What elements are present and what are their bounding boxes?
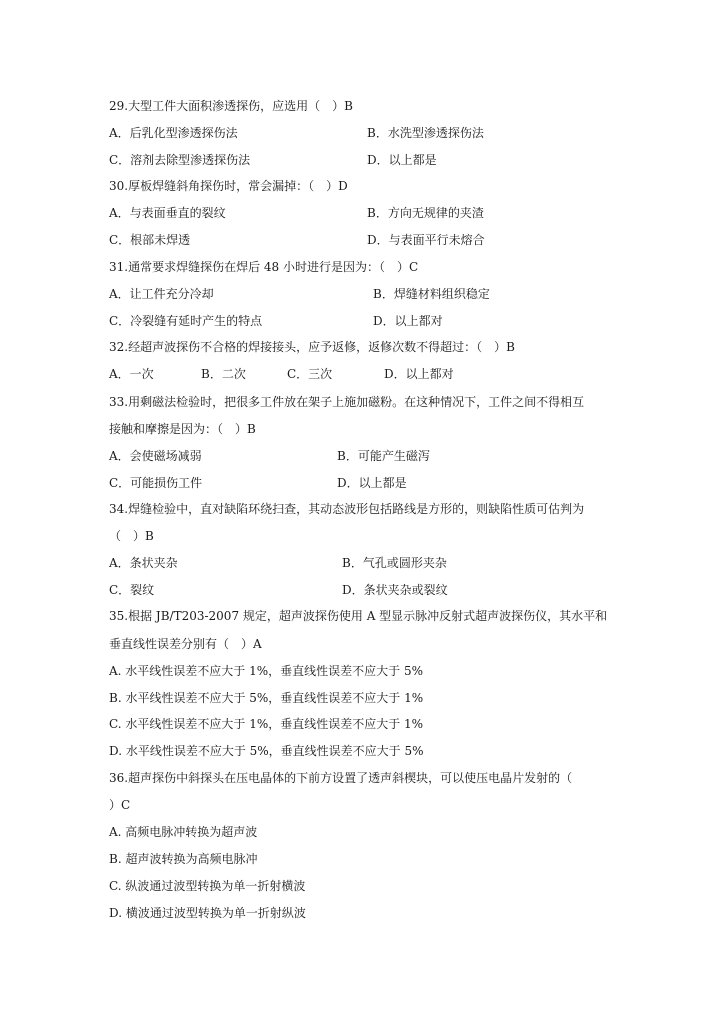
question-35-stem-line-1: 35.根据 JB/T203-2007 规定，超声波探伤使用 A 型显示脉冲反射式超声波探伤仪，其水平和 xyxy=(109,609,608,623)
question-31-option-d: D．以上都对 xyxy=(373,314,443,328)
question-35-option-d: D. 水平线性误差不应大于 5%，垂直线性误差不应大于 5% xyxy=(109,744,424,758)
question-32-option-d: D．以上都对 xyxy=(384,367,454,381)
question-33-option-c: C．可能损伤工件 xyxy=(109,476,203,490)
question-29-option-c: C．溶剂去除型渗透探伤法 xyxy=(109,153,251,167)
question-35-stem-line-2: 垂直线性误差分别有（ ）A xyxy=(109,637,262,651)
question-36-option-a: A. 高频电脉冲转换为超声波 xyxy=(109,825,258,839)
question-32-option-c: C．三次 xyxy=(287,367,333,381)
question-33-option-a: A．会使磁场减弱 xyxy=(109,449,202,463)
question-36-option-c: C. 纵波通过波型转换为单一折射横波 xyxy=(109,879,306,893)
question-33-option-d: D．以上都是 xyxy=(337,476,407,490)
question-30-option-a: A．与表面垂直的裂纹 xyxy=(109,206,226,220)
question-30-option-b: B．方向无规律的夹渣 xyxy=(367,206,484,220)
question-35-option-b: B. 水平线性误差不应大于 5%，垂直线性误差不应大于 1% xyxy=(109,691,424,705)
question-30-stem: 30.厚板焊缝斜角探伤时，常会漏掉：（ ）D xyxy=(109,179,348,193)
question-34-option-b: B．气孔或圆形夹杂 xyxy=(342,556,447,570)
question-31-stem: 31.通常要求焊缝探伤在焊后 48 小时进行是因为：（ ）C xyxy=(109,260,419,274)
question-29-option-b: B．水洗型渗透探伤法 xyxy=(367,126,484,140)
question-36-stem-line-1: 36.超声探伤中斜探头在压电晶体的下前方设置了透声斜楔块，可以使压电晶片发射的（ xyxy=(109,771,573,785)
question-30-option-d: D．与表面平行未熔合 xyxy=(367,233,485,247)
question-31-option-b: B．焊缝材料组织稳定 xyxy=(373,287,490,301)
question-33-stem-line-1: 33.用剩磁法检验时，把很多工件放在架子上施加磁粉。在这种情况下，工件之间不得相互 xyxy=(109,395,585,409)
question-36-option-d: D. 横波通过波型转换为单一折射纵波 xyxy=(109,906,306,920)
question-33-stem-line-2: 接触和摩擦是因为：（ ）B xyxy=(109,422,256,436)
question-33-option-b: B．可能产生磁泻 xyxy=(337,449,430,463)
question-32-option-a: A．一次 xyxy=(109,367,154,381)
question-32-option-b: B．二次 xyxy=(201,367,246,381)
question-35-option-a: A. 水平线性误差不应大于 1%，垂直线性误差不应大于 5% xyxy=(109,664,423,678)
question-34-stem-line-2: （ ）B xyxy=(109,529,154,543)
question-34-option-a: A．条状夹杂 xyxy=(109,556,178,570)
question-29-stem: 29.大型工件大面积渗透探伤，应选用（ ）B xyxy=(109,99,353,113)
question-34-stem-line-1: 34.焊缝检验中，直对缺陷环绕扫查，其动态波形包括路线是方形的，则缺陷性质可估判为 xyxy=(109,502,585,516)
question-31-option-c: C．冷裂缝有延时产生的特点 xyxy=(109,314,263,328)
question-31-option-a: A．让工件充分冷却 xyxy=(109,287,214,301)
question-29-option-d: D．以上都是 xyxy=(367,153,437,167)
question-30-option-c: C．根部未焊透 xyxy=(109,233,191,247)
question-36-option-b: B. 超声波转换为高频电脉冲 xyxy=(109,852,258,866)
question-35-option-c: C. 水平线性误差不应大于 1%，垂直线性误差不应大于 1% xyxy=(109,717,424,731)
question-34-option-c: C．裂纹 xyxy=(109,583,155,597)
question-36-stem-line-2: ）C xyxy=(109,798,131,812)
question-32-stem: 32.经超声波探伤不合格的焊接接头，应予返修，返修次数不得超过：（ ）B xyxy=(109,340,515,354)
question-34-option-d: D．条状夹杂或裂纹 xyxy=(342,583,448,597)
question-29-option-a: A．后乳化型渗透探伤法 xyxy=(109,126,238,140)
